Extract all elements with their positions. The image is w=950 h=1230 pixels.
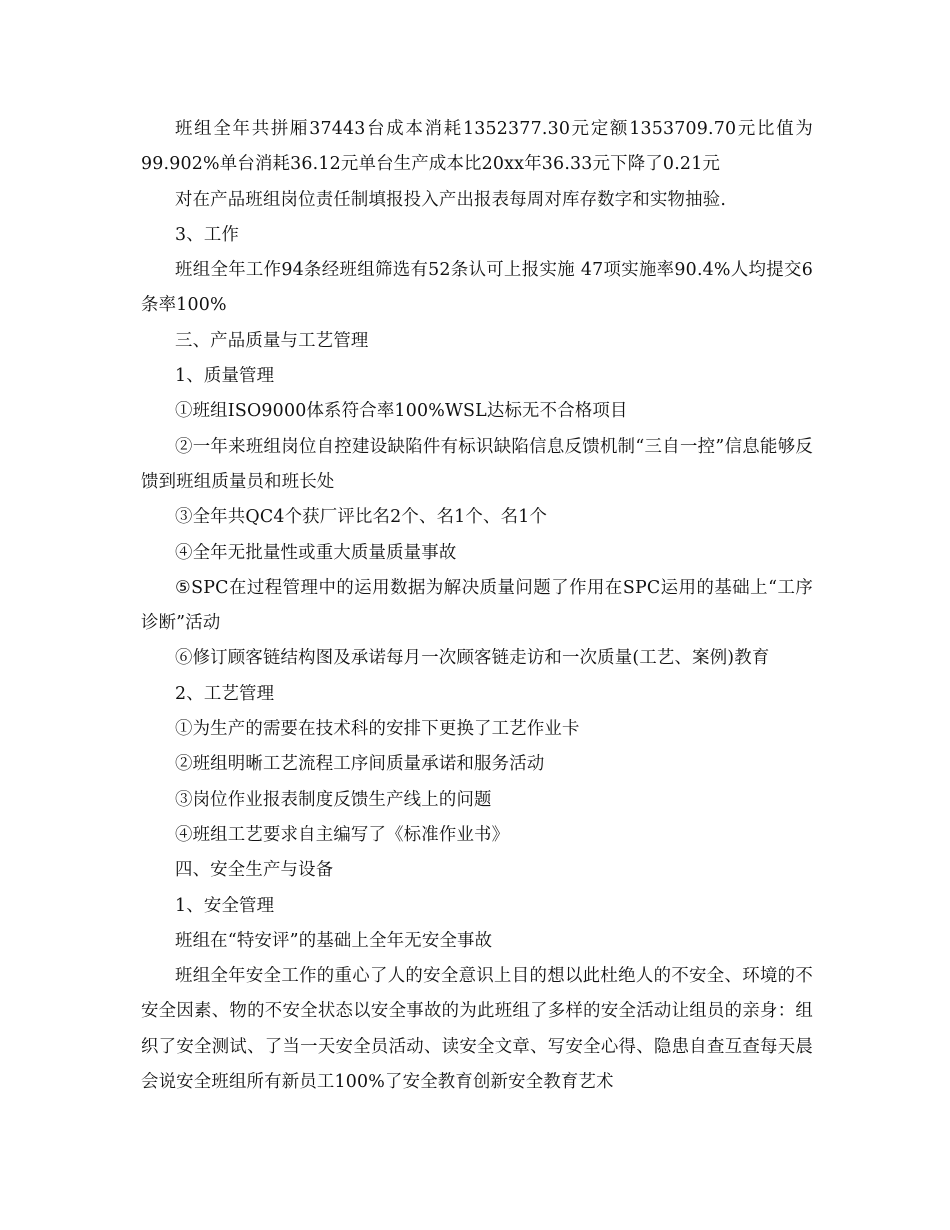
paragraph-safety-activities: 班组全年安全工作的重心了人的安全意识上目的想以此杜绝人的不安全、环境的不安全因素、物的不安全状态以安全事故的为此班组了多样的安全活动让组员的亲身：组织了安全测试、了当一天安全员活动、读安全文章、写安全心得、隐患自查互查每天晨会说安全班组所有新员工100%了安全教育创新安全教育艺术 xyxy=(141,966,813,1093)
list-item-quality-3: ③全年共QC4个获厂评比名2个、名1个、名1个 xyxy=(175,507,548,528)
section-heading-safety-equipment: 四、安全生产与设备 xyxy=(175,860,334,881)
list-item-quality-6: ⑥修订顾客链结构图及承诺每月一次顾客链走访和一次质量(工艺、案例)教育 xyxy=(175,648,770,669)
list-item-process-4: ④班组工艺要求自主编写了《标准作业书》 xyxy=(175,824,510,845)
paragraph-cost-summary: 班组全年共拼厢37443台成本消耗1352377.30元定额1353709.70元比值为99.902%单台消耗36.12元单台生产成本比20xx年36.33元下降了0.21元 xyxy=(141,119,813,175)
subsection-heading-quality: 1、质量管理 xyxy=(175,366,275,387)
list-item-quality-5: ⑤SPC在过程管理中的运用数据为解决质量问题了作用在SPC运用的基础上“工序诊断”活动 xyxy=(141,577,813,634)
paragraph-work-stats: 班组全年工作94条经班组筛选有52条认可上报实施 47项实施率90.4%人均提交6条率100% xyxy=(141,260,813,316)
list-item-process-3: ③岗位作业报表制度反馈生产线上的问题 xyxy=(175,789,492,810)
paragraph-safety-record: 班组在“特安评”的基础上全年无安全事故 xyxy=(175,930,493,951)
list-item-quality-1: ①班组ISO9000体系符合率100%WSL达标无不合格项目 xyxy=(175,401,628,422)
list-item-process-2: ②班组明晰工艺流程工序间质量承诺和服务活动 xyxy=(175,754,545,775)
subsection-heading-safety: 1、安全管理 xyxy=(175,895,275,916)
document-body xyxy=(141,112,813,1100)
list-item-process-1: ①为生产的需要在技术科的安排下更换了工艺作业卡 xyxy=(175,719,580,740)
list-item-quality-4: ④全年无批量性或重大质量质量事故 xyxy=(175,542,457,563)
section-heading-work: 3、工作 xyxy=(175,224,240,245)
section-heading-quality-process: 三、产品质量与工艺管理 xyxy=(175,330,369,351)
subsection-heading-process: 2、工艺管理 xyxy=(175,683,275,704)
list-item-quality-2: ②一年来班组岗位自控建设缺陷件有标识缺陷信息反馈机制“三自一控”信息能够反馈到班组质量员和班长处 xyxy=(141,436,813,492)
paragraph-inventory-check: 对在产品班组岗位责任制填报投入产出报表每周对库存数字和实物抽验. xyxy=(175,189,727,210)
